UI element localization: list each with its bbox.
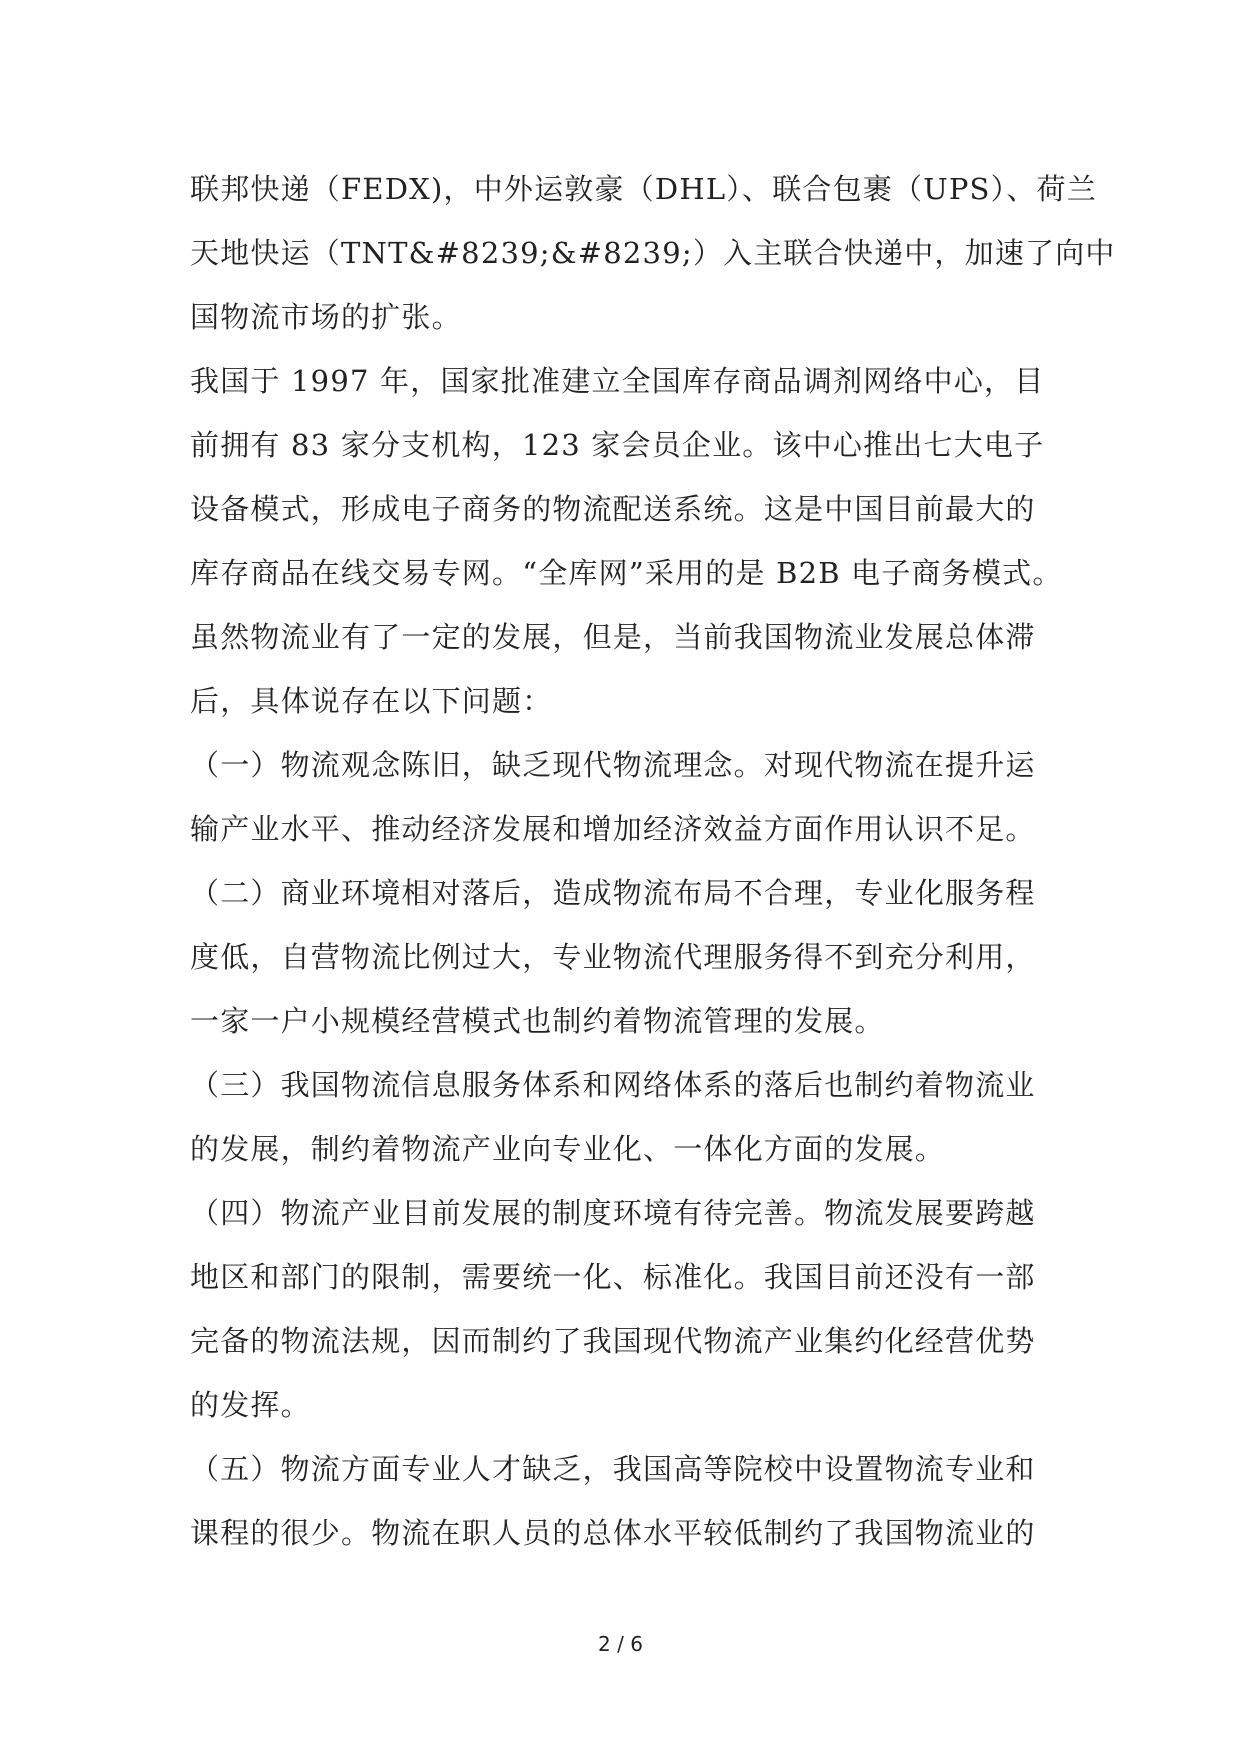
text-line: （二）商业环境相对落后，造成物流布局不合理，专业化服务程 bbox=[190, 876, 1036, 910]
text-line: 课程的很少。物流在职人员的总体水平较低制约了我国物流业的 bbox=[190, 1516, 1036, 1550]
text-line: 地区和部门的限制，需要统一化、标准化。我国目前还没有一部 bbox=[190, 1260, 1036, 1294]
text-line: （三）我国物流信息服务体系和网络体系的落后也制约着物流业 bbox=[190, 1068, 1036, 1102]
text-line: 度低，自营物流比例过大，专业物流代理服务得不到充分利用， bbox=[190, 940, 1036, 974]
text-line: 的发展，制约着物流产业向专业化、一体化方面的发展。 bbox=[190, 1132, 946, 1166]
text-line: 前拥有 83 家分支机构，123 家会员企业。该中心推出七大电子 bbox=[190, 428, 1045, 462]
text-line: 国物流市场的扩张。 bbox=[190, 300, 462, 334]
text-line: 完备的物流法规，因而制约了我国现代物流产业集约化经营优势 bbox=[190, 1324, 1036, 1358]
text-line: 虽然物流业有了一定的发展，但是，当前我国物流业发展总体滞 bbox=[190, 620, 1036, 654]
text-line: （四）物流产业目前发展的制度环境有待完善。物流发展要跨越 bbox=[190, 1196, 1036, 1230]
text-line: 联邦快递（FEDX)，中外运敦豪（DHL）、联合包裹（UPS）、荷兰 bbox=[190, 172, 1097, 206]
page-number: 2 / 6 bbox=[598, 1632, 643, 1656]
text-line: 我国于 1997 年，国家批准建立全国库存商品调剂网络中心，目 bbox=[190, 364, 1045, 398]
text-line: 设备模式，形成电子商务的物流配送系统。这是中国目前最大的 bbox=[190, 492, 1036, 526]
text-line: 的发挥。 bbox=[190, 1388, 311, 1422]
text-line: （五）物流方面专业人才缺乏，我国高等院校中设置物流专业和 bbox=[190, 1452, 1036, 1486]
text-line: 输产业水平、推动经济发展和增加经济效益方面作用认识不足。 bbox=[190, 812, 1036, 846]
text-line: 天地快运（TNT&#8239;&#8239;）入主联合快递中，加速了向中 bbox=[190, 236, 1116, 270]
body-text bbox=[190, 157, 1116, 1565]
text-line: （一）物流观念陈旧，缺乏现代物流理念。对现代物流在提升运 bbox=[190, 748, 1036, 782]
text-line: 后，具体说存在以下问题： bbox=[190, 684, 553, 718]
text-line: 一家一户小规模经营模式也制约着物流管理的发展。 bbox=[190, 1004, 885, 1038]
text-line: 库存商品在线交易专网。“全库网”采用的是 B2B 电子商务模式。 bbox=[190, 556, 1063, 590]
